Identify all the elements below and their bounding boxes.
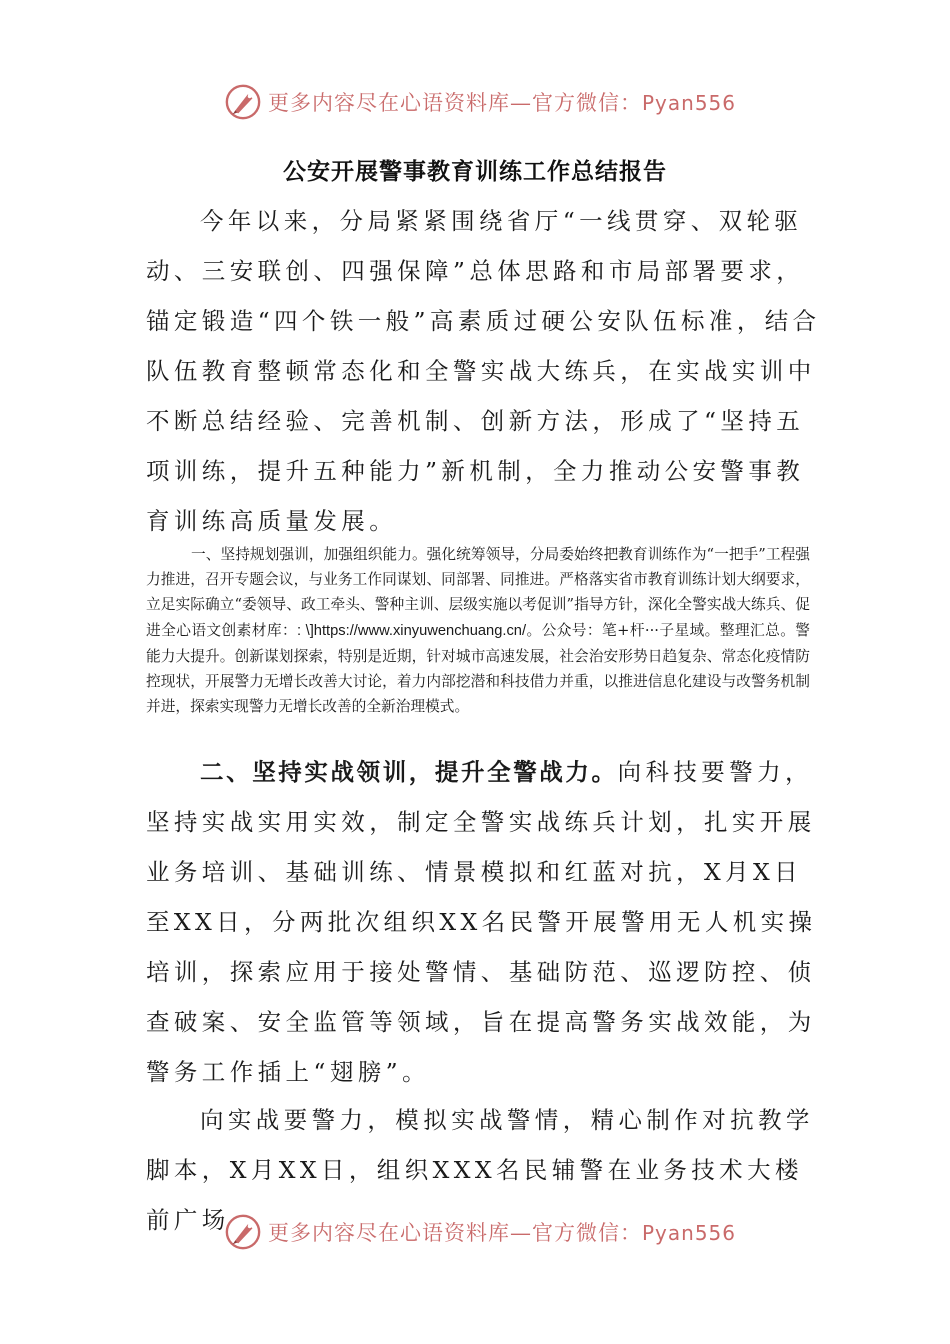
wechat-id: Pyan556 [642, 91, 737, 115]
section2-paragraph-2: 向实战要警力，模拟实战警情，精心制作对抗教学脚本，X月XX日，组织XXX名民辅警在业务技术大楼前广场 [146, 1106, 814, 1234]
section1-text-part2: 。公众号：笔+杆···子星域。整理汇总。警能力大提升。创新谋划探索，特别是近期，针对城市高速发展，社会治安形势日趋复杂、常态化疫情防控现状，开展警力无增长改善大讨论，着力内部挖潜和科技借力并重，以推进信息化建设与改警务机制并进，探索实现警力无增长改善的全新治理模式。 [146, 621, 810, 716]
intro-paragraph: 今年以来，分局紧紧围绕省厅“一线贯穿、双轮驱动、三安联创、四强保障”总体思路和市局部署要求，锚定锻造“四个铁一般”高素质过硬公安队伍标准，结合队伍教育整顿常态化和全警实战大练兵，在实战实训中不断总结经验、完善机制、创新方法，形成了“坚持五项训练，提升五种能力”新机制，全力推动公安警事教育训练高质量发展。 [146, 207, 821, 535]
section1-text-part1: 一、坚持规划强训，加强组织能力。强化统筹领导，分局委始终把教育训练作为“一把手”工程强力推进，召开专题会议，与业务工作同谋划、同部署、同推进。严格落实省市教育训练计划大纲要求，立足实际确立“委领导、政工牵头、警种主训、层级实施以考促训”指导方针，深化全警实战大练兵、促进全心语文创素材库： [146, 546, 810, 639]
section2-body: 向科技要警力，坚持实战实用实效，制定全警实战练兵计划，扎实开展业务培训、基础训练、情景模拟和红蓝对抗，X月X日至XX日，分两批次组织XX名民警开展警用无人机实操培训，探索应用于接处警情、基础防范、巡逻防控、侦查破案、安全监管等领域，旨在提高警务实战效能，为警务工作插上“翅膀”。 [146, 758, 817, 1086]
watermark-banner-bottom [224, 1210, 744, 1254]
pen-nib-logo-icon [224, 1213, 262, 1251]
section2-paragraph [146, 747, 822, 1097]
watermark-text: 更多内容尽在心语资料库—官方微信：Pyan556 [268, 1221, 737, 1245]
section1-paragraph [146, 542, 810, 719]
watermark-banner-top [224, 80, 744, 124]
page-title: 公安开展警事教育训练工作总结报告 [283, 159, 667, 185]
section2-heading: 二、坚持实战领训，提升全警战力。 [200, 758, 618, 786]
section1-url: : \]https://www.xinyuwenchuang.cn/ [297, 622, 527, 639]
pen-nib-logo-icon [224, 83, 262, 121]
watermark-text: 更多内容尽在心语资料库—官方微信：Pyan556 [268, 91, 737, 115]
wechat-id: Pyan556 [642, 1221, 737, 1245]
